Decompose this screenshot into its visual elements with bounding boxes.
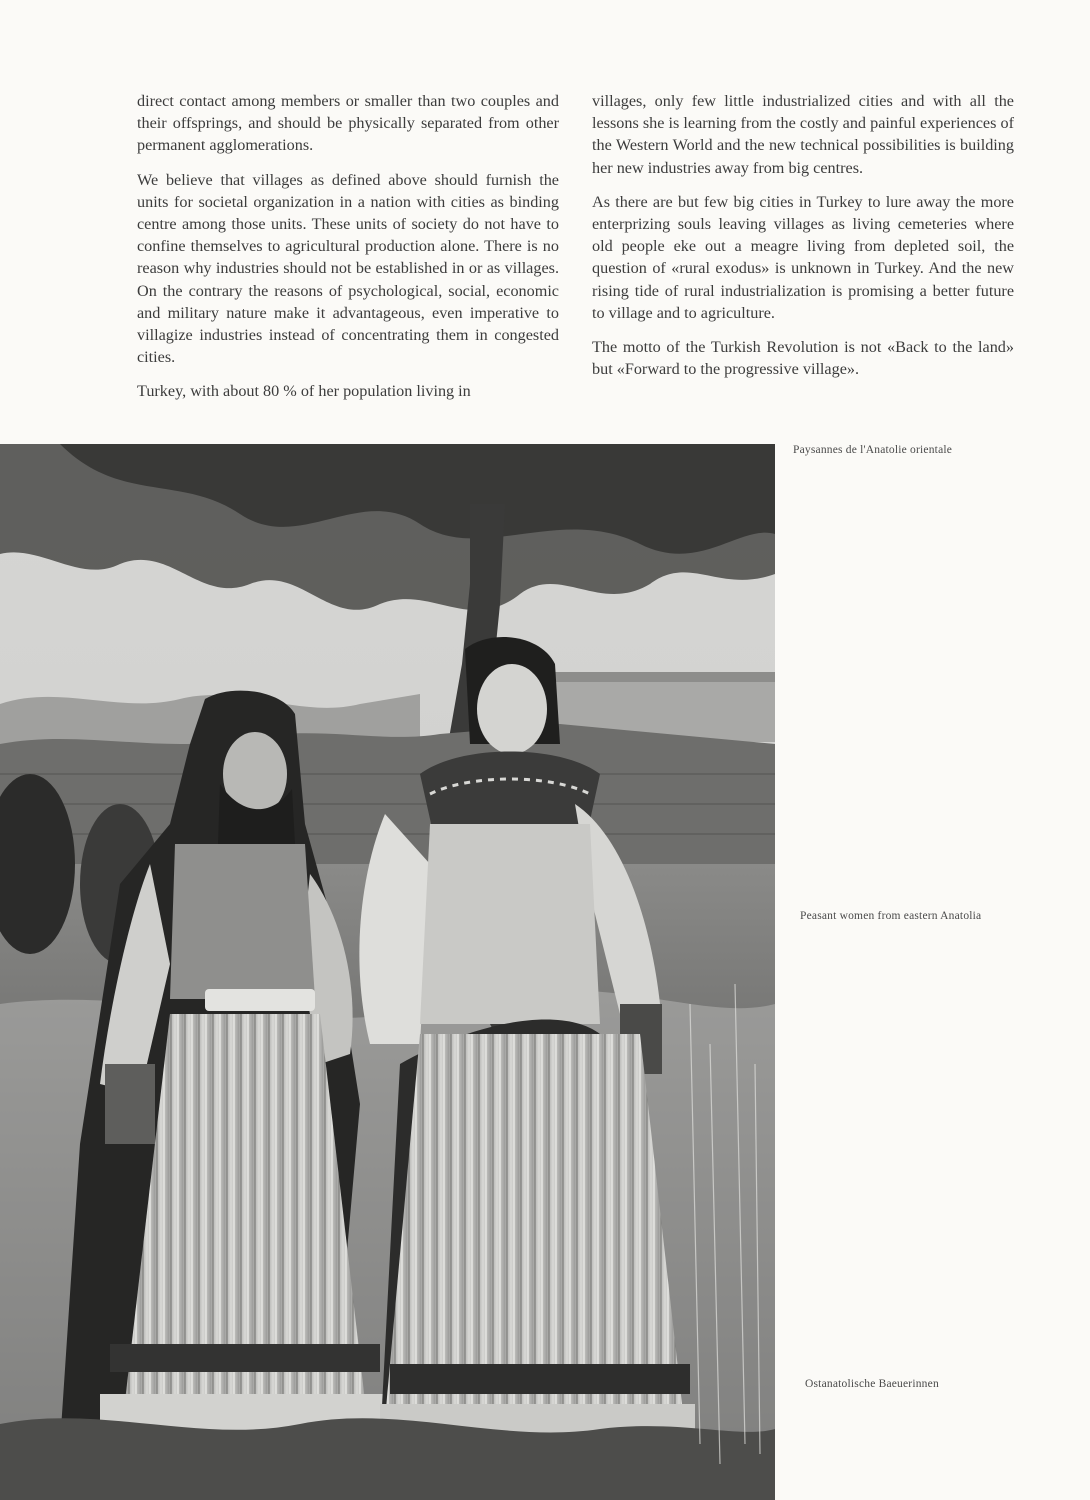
paragraph: Turkey, with about 80 % of her population living in — [137, 382, 471, 401]
caption-german: Ostanatolische Baeuerinnen — [805, 1378, 939, 1390]
photograph-peasant-women — [0, 444, 775, 1500]
paragraph: villages, only few little industrialized cities and with all the lessons she is learning from the costly and painful experiences of the Western World and the new technical possibilities is building her new industries away from big centres. — [592, 92, 1014, 177]
caption-french: Paysannes de l'Anatolie orientale — [793, 444, 953, 456]
paragraph: The motto of the Turkish Revolution is not «Back to the land» but «Forward to the progressive village». — [592, 338, 1014, 379]
paragraph: direct contact among members or smaller than two couples and their offsprings, and should be physically separated from other permanent agglomerations. — [137, 92, 559, 155]
text-column-left — [137, 90, 559, 415]
caption-english: Peasant women from eastern Anatolia — [800, 910, 982, 922]
text-column-right — [592, 90, 1014, 392]
paragraph: We believe that villages as defined above should furnish the units for societal organization in a nation with cities as binding centre among those units. These units of society do not have to confine themselves to agricultural production alone. There is no reason why industries should not be established in or as villages. On the contrary the reasons of psychological, social, economic and military nature make it advantageous, even imperative to villagize industries instead of concentrating them in congested cities. — [137, 170, 559, 367]
photograph-image — [0, 444, 775, 1500]
paragraph: As there are but few big cities in Turkey to lure away the more enterprizing souls leaving villages as living cemeteries where old people eke out a meagre living from depleted soil, the question of «rural exodus» is unknown in Turkey. And the new rising tide of rural industrialization is promising a better future to village and to agriculture. — [592, 192, 1014, 322]
